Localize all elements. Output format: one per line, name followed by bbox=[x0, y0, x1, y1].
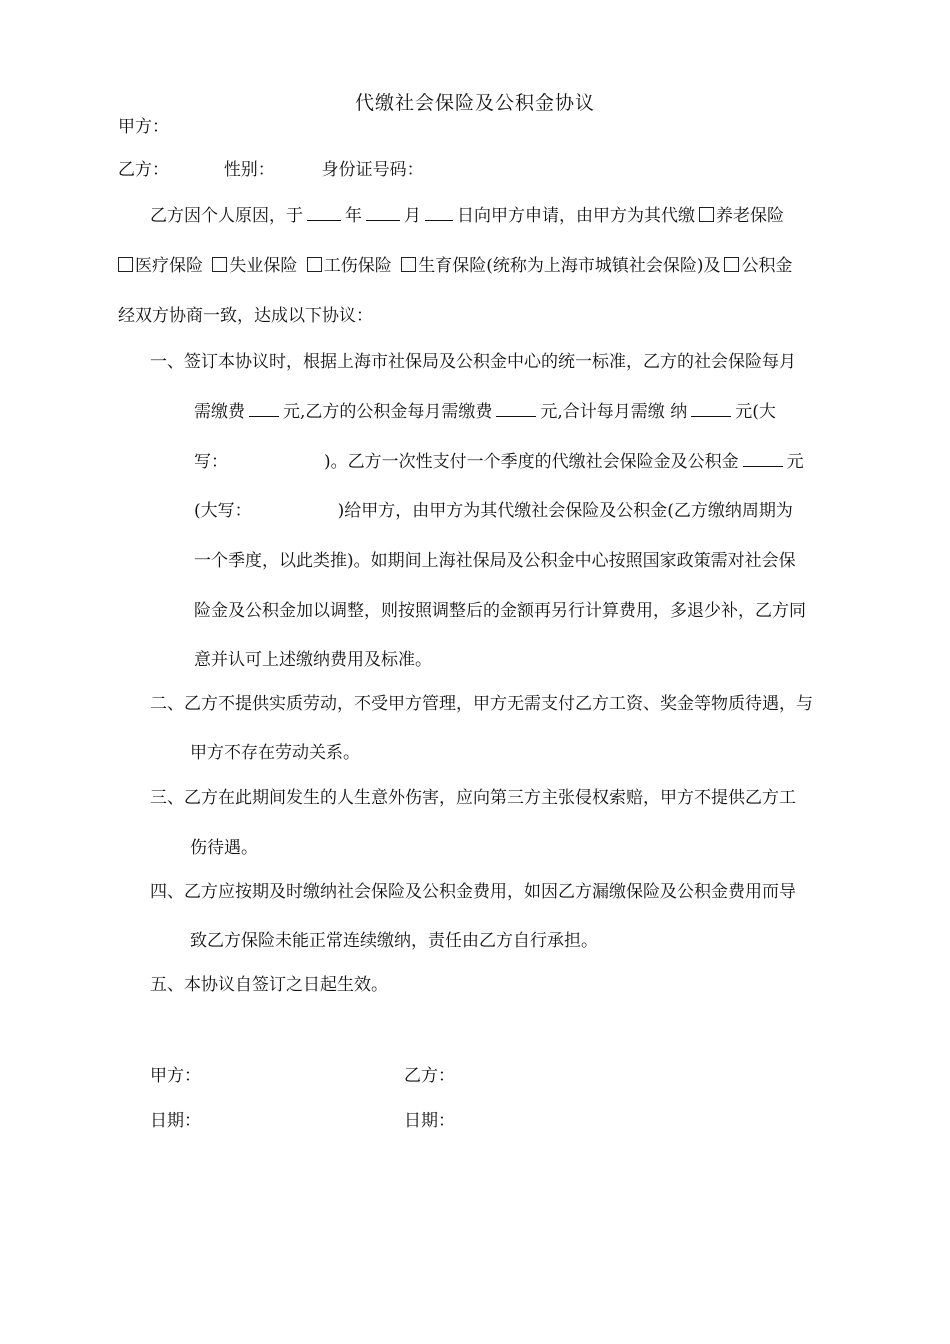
clause3-line1: 三、乙方在此期间发生的人生意外伤害，应向第三方主张侵权索赔，甲方不提供乙方工 bbox=[150, 788, 796, 808]
social-insurance-amount-blank[interactable] bbox=[249, 400, 279, 417]
clause1-line2 bbox=[194, 400, 776, 424]
day-apply-text: 日向甲方申请，由甲方为其代缴 bbox=[457, 206, 695, 226]
intro-text-start: 乙方因个人原因，于 bbox=[150, 206, 303, 226]
injury-label: 工伤保险 bbox=[323, 256, 392, 276]
pension-label: 养老保险 bbox=[716, 206, 784, 226]
clause1-total-label: 元,合计每月需缴 纳 bbox=[540, 402, 688, 422]
clause1-capital-label: 元(大 bbox=[735, 402, 776, 422]
signature-date-a: 日期： bbox=[150, 1111, 201, 1131]
maternity-checkbox[interactable] bbox=[401, 257, 416, 272]
unemployment-checkbox[interactable] bbox=[212, 257, 227, 272]
clause1-line4 bbox=[194, 499, 793, 523]
medical-checkbox[interactable] bbox=[118, 257, 133, 272]
gender-label: 性别： bbox=[223, 160, 275, 180]
signature-party-b: 乙方： bbox=[404, 1066, 455, 1086]
capital-write-label: 写： bbox=[194, 452, 228, 472]
clause1-line1: 一、签订本协议时，根据上海市社保局及公积金中心的统一标准，乙方的社会保险每月 bbox=[150, 352, 796, 372]
unemployment-label: 失业保险 bbox=[229, 256, 298, 276]
clause3-line2: 伤待遇。 bbox=[190, 838, 258, 858]
clause1-fee-label: 需缴费 bbox=[194, 402, 245, 422]
year-label: 年 bbox=[345, 206, 362, 226]
id-number-label: 身份证号码： bbox=[321, 160, 424, 180]
capital-write-label-2: (大写： bbox=[194, 501, 252, 521]
intro-line-2 bbox=[118, 254, 792, 278]
clause1-line3 bbox=[194, 450, 804, 474]
maternity-label: 生育保险(统称为上海市城镇社会保险)及 bbox=[418, 256, 721, 276]
signature-party-a: 甲方： bbox=[150, 1066, 201, 1086]
yuan-label: 元 bbox=[786, 452, 804, 472]
year-blank[interactable] bbox=[307, 204, 341, 221]
clause1-fund-label: 元,乙方的公积金每月需缴费 bbox=[283, 402, 493, 422]
party-b-label: 乙方： bbox=[118, 160, 169, 180]
clause4-line2: 致乙方保险未能正常连续缴纳，责任由乙方自行承担。 bbox=[190, 931, 598, 951]
intro-line-1 bbox=[150, 204, 784, 228]
pension-checkbox[interactable] bbox=[699, 207, 714, 222]
intro-agree: 经双方协商一致，达成以下协议： bbox=[118, 306, 373, 326]
clause4-line1: 四、乙方应按期及时缴纳社会保险及公积金费用，如因乙方漏缴保险及公积金费用而导 bbox=[150, 882, 796, 902]
clause1-line5: 一个季度，以此类推)。如期间上海社保局及公积金中心按照国家政策需对社会保 bbox=[194, 551, 796, 571]
housing-fund-label: 公积金 bbox=[741, 256, 793, 276]
month-blank[interactable] bbox=[366, 204, 400, 221]
party-b-info-line bbox=[118, 158, 424, 182]
housing-fund-checkbox[interactable] bbox=[724, 257, 739, 272]
party-a-label: 甲方： bbox=[118, 117, 169, 137]
total-amount-blank[interactable] bbox=[691, 400, 731, 417]
clause1-line6: 险金及公积金加以调整，则按照调整后的金额再另行计算费用，多退少补，乙方同 bbox=[194, 601, 806, 621]
fund-amount-blank[interactable] bbox=[496, 400, 536, 417]
quarter-amount-blank[interactable] bbox=[743, 450, 783, 467]
clause2-line1: 二、乙方不提供实质劳动，不受甲方管理，甲方无需支付乙方工资、奖金等物质待遇，与 bbox=[150, 694, 813, 714]
clause5-line1: 五、本协议自签订之日起生效。 bbox=[150, 975, 388, 995]
clause2-line2: 甲方不存在劳动关系。 bbox=[190, 743, 360, 763]
signature-date-b: 日期： bbox=[404, 1111, 455, 1131]
clause1-quarter-text: )。乙方一次性支付一个季度的代缴社会保险金及公积金 bbox=[324, 452, 739, 472]
medical-label: 医疗保险 bbox=[135, 256, 203, 276]
month-label: 月 bbox=[404, 206, 421, 226]
day-blank[interactable] bbox=[425, 204, 453, 221]
document-title: 代缴社会保险及公积金协议 bbox=[354, 92, 595, 114]
clause1-pay-text: )给甲方，由甲方为其代缴社会保险及公积金(乙方缴纳周期为 bbox=[337, 501, 793, 521]
injury-checkbox[interactable] bbox=[307, 257, 322, 272]
clause1-line7: 意并认可上述缴纳费用及标准。 bbox=[194, 650, 432, 670]
